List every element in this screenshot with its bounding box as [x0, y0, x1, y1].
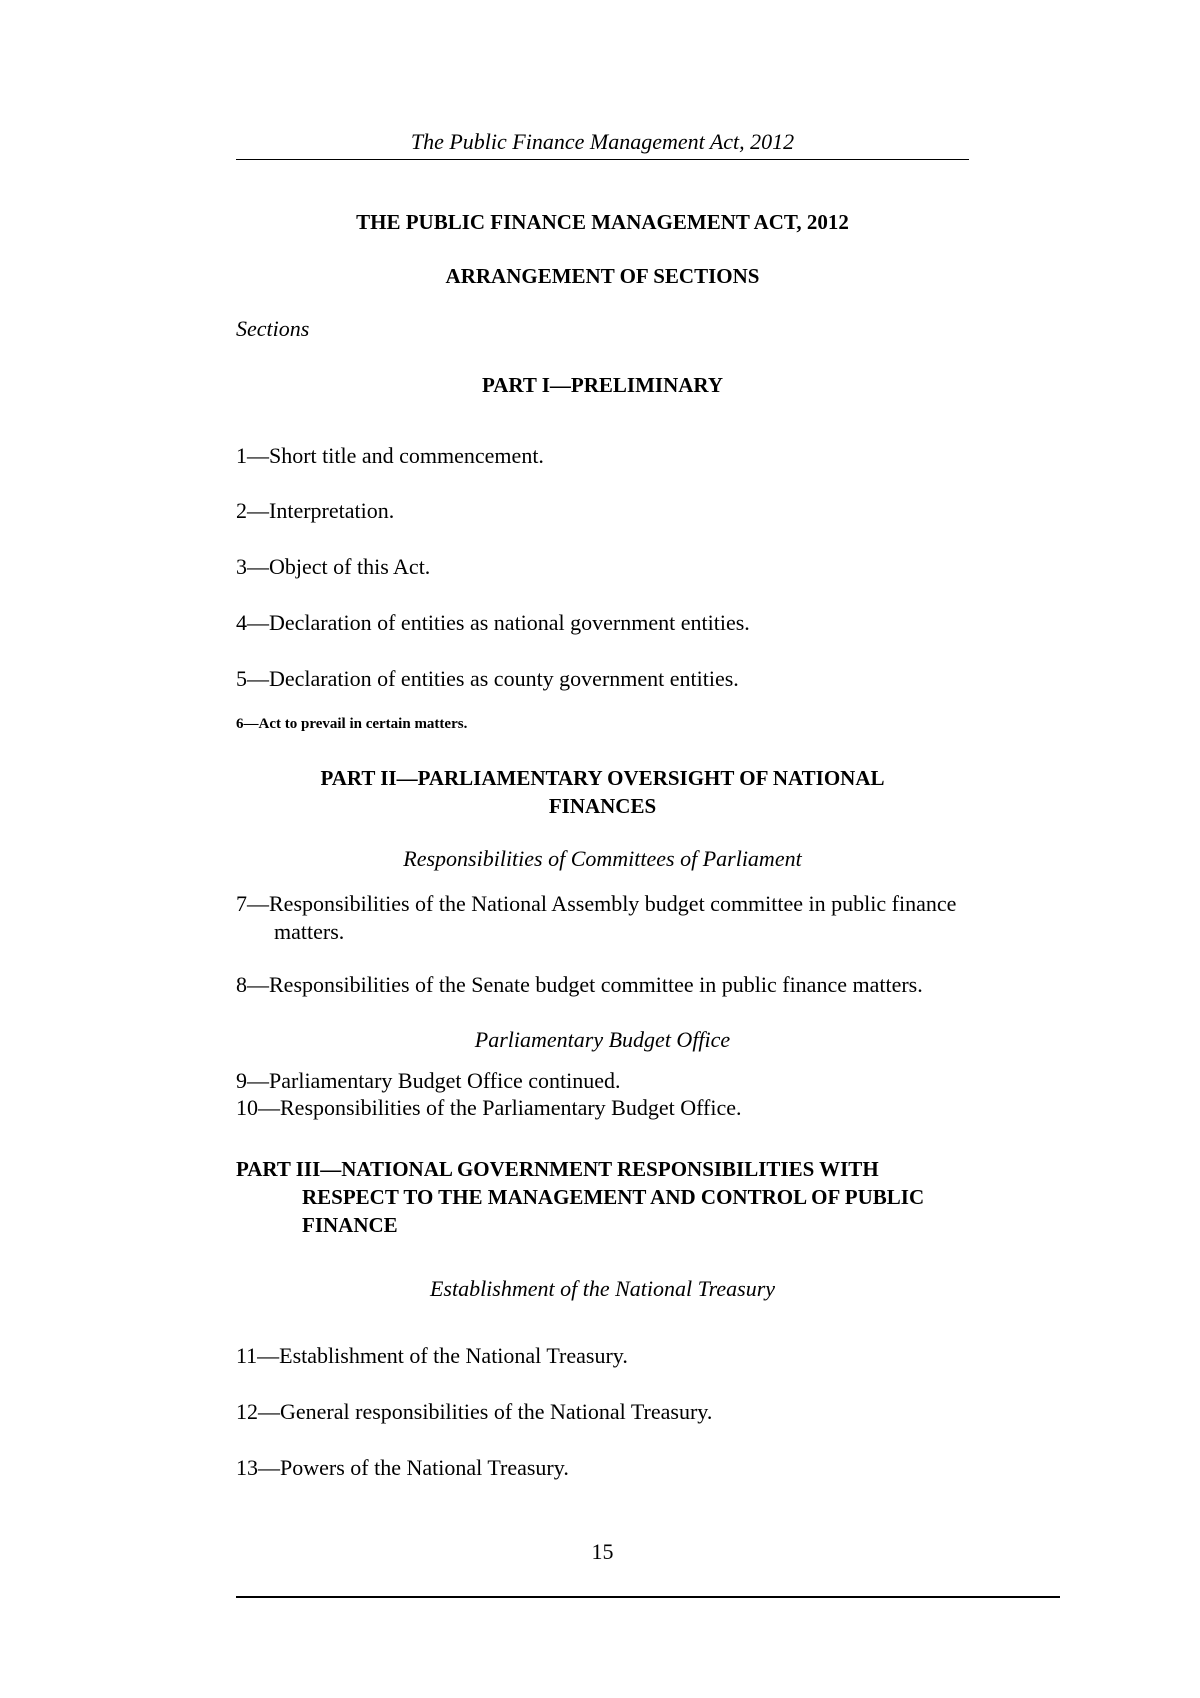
- section-item-9: 9—Parliamentary Budget Office continued.: [236, 1068, 621, 1093]
- section-item-10: 10—Responsibilities of the Parliamentary Budget Office.: [236, 1095, 742, 1120]
- footer-rule: [236, 1596, 1060, 1598]
- section-item-7: 7—Responsibilities of the National Assembly budget committee in public finance matters.: [236, 891, 957, 944]
- header-rule: [236, 159, 969, 160]
- running-header-title: The Public Finance Management Act, 2012: [410, 129, 795, 154]
- section-item-5: 5—Declaration of entities as county government entities.: [236, 666, 739, 691]
- section-item-1: 1—Short title and commencement.: [236, 443, 544, 468]
- arrangement-title: ARRANGEMENT OF SECTIONS: [445, 264, 760, 288]
- section-item-11: 11—Establishment of the National Treasury.: [236, 1343, 628, 1368]
- section-item-2: 2—Interpretation.: [236, 498, 395, 523]
- section-item-13: 13—Powers of the National Treasury.: [236, 1455, 569, 1480]
- sections-label: Sections: [236, 316, 310, 341]
- part-1-heading: PART I—PRELIMINARY: [481, 373, 723, 397]
- treasury-subheading: Establishment of the National Treasury: [429, 1276, 776, 1301]
- section-item-3: 3—Object of this Act.: [236, 554, 431, 579]
- section-item-8: 8—Responsibilities of the Senate budget committee in public finance matters.: [236, 972, 923, 997]
- act-title: THE PUBLIC FINANCE MANAGEMENT ACT, 2012: [356, 210, 849, 234]
- part-2-heading-line-2: FINANCES: [548, 794, 657, 818]
- page-number: 15: [591, 1539, 614, 1564]
- committees-subheading: Responsibilities of Committees of Parliament: [403, 846, 802, 871]
- section-item-4: 4—Declaration of entities as national government entities.: [236, 610, 750, 635]
- part-3-heading: PART III—NATIONAL GOVERNMENT RESPONSIBILITIES WITH RESPECT TO THE MANAGEMENT AND CONTROL OF PUBLIC FINANCE: [236, 1157, 925, 1237]
- budget-office-subheading: Parliamentary Budget Office: [474, 1027, 731, 1052]
- part-2-heading-line-1: PART II—PARLIAMENTARY OVERSIGHT OF NATIONAL: [320, 766, 885, 790]
- section-item-12: 12—General responsibilities of the National Treasury.: [236, 1399, 713, 1424]
- section-item-6: 6—Act to prevail in certain matters.: [236, 716, 468, 732]
